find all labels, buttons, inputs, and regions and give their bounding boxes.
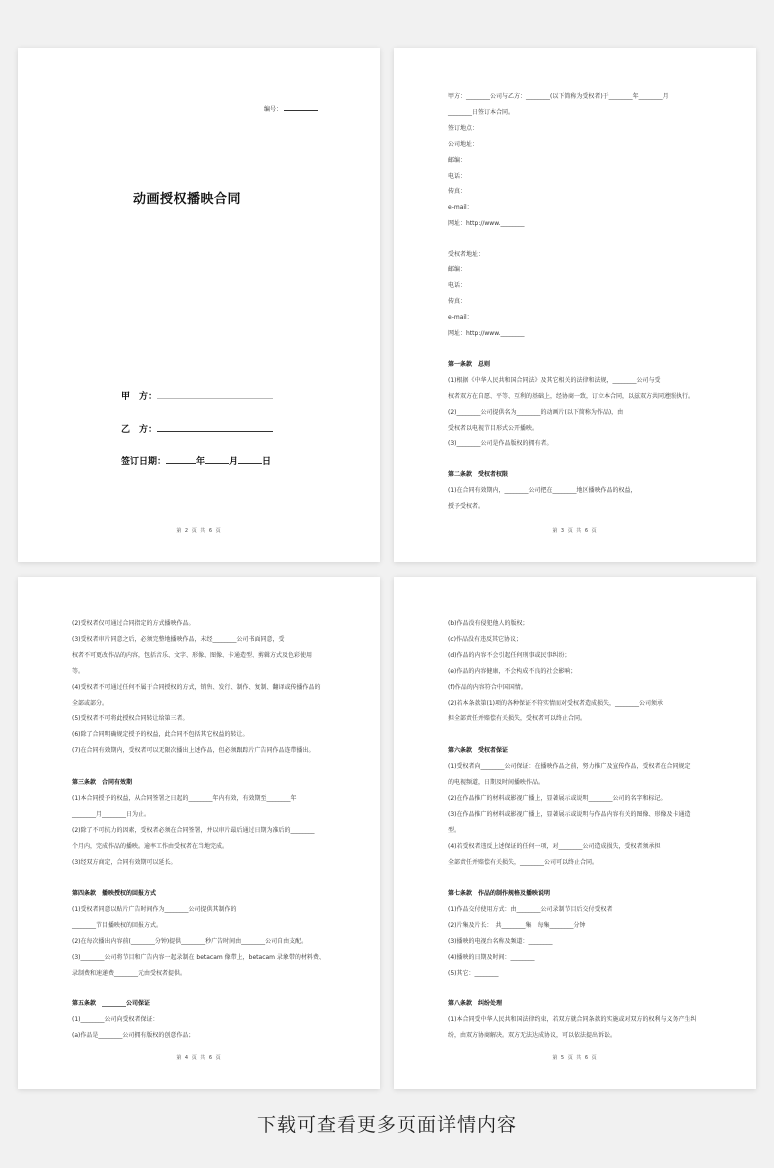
text-line: (3)播映的电视台名称及频道：________ [448,938,553,945]
party-b-blank [157,421,273,432]
party-b-label: 乙 方： [121,425,158,435]
text-line: (2)若本条款第(1)项的各种保证不符实情而对受权者造成损失，________公司须承 [448,700,663,707]
text-line: 录制费和速递费________元由受权者提供。 [72,970,187,977]
text-line: (5)其它：________ [448,970,499,977]
page-footer: 第 2 页 共 6 页 [176,528,222,534]
text-line: (d)作品的内容不会引起任何刑事或民事纠纷； [448,652,571,659]
text-line: 权者双方在自愿、平等、互利的基础上，经协商一致，订立本合同，以兹双方共同遵照执行。 [448,393,695,400]
text-line: 签订地点： [448,125,479,132]
text-line: 传真： [448,298,467,305]
section-heading: 第四条款 播映授权的回报方式 [72,890,157,897]
text-line: (3)________公司将节目和广告内容一起录制在 betacam 像带上，betacam 录象带的材料费、 [72,954,325,961]
text-line: 电话： [448,282,467,289]
text-line: (4)播映的日期及时间：________ [448,954,535,961]
text-line: 网址：http://www.________ [448,330,525,337]
day-blank [238,454,262,464]
page-2-cover [18,48,380,562]
sign-date-field [121,454,271,467]
page-footer: 第 5 页 共 6 页 [552,1055,598,1061]
text-line: e-mail： [448,314,473,321]
text-line: ________日签订本合同。 [448,109,515,116]
page-4 [18,577,380,1089]
text-line: 全部或部分。 [72,700,109,707]
text-line: (1)本合同受中华人民共和国法律约束，若双方就合同条款的实施或对双方的权利与义务产生纠 [448,1016,697,1023]
section-heading: 第七条款 作品的制作规格及播映说明 [448,890,551,897]
text-line: 个月内，完成作品的播映。逾率工作由受权者在当地完成。 [72,843,229,850]
text-line: 电话： [448,173,467,180]
text-line: (4)受权者不可通过任何不属于合同授权的方式，销售、发行、制作、复制、翻译或传播作品的 [72,684,321,691]
text-line: ________节目播映权的回报方式。 [72,922,163,929]
party-a-field [121,388,273,402]
section-heading: 第一条款 总则 [448,361,491,368]
text-line: 纷，由双方协商解决。双方无法达成协议，可以依法提出诉讼。 [448,1032,617,1039]
contract-title: 动画授权播映合同 [133,192,242,207]
text-line: (1)本合同授予的权益，从合同签署之日起的________年内有效，有效期至________年 [72,795,297,802]
text-line: 网址：http://www.________ [448,220,525,227]
text-line: 担全部责任并赔偿有关损失，受权者可以终止合同。 [448,715,587,722]
text-line: (c)作品没有违反其它协议； [448,636,522,643]
text-line: e-mail： [448,204,473,211]
section-heading: 第八条款 纠纷处理 [448,1000,503,1007]
text-line: (b)作品没有侵犯他人的版权； [448,620,529,627]
text-line: (1)作品交付使用方式：由________公司录制节目后交付受权者 [448,906,613,913]
year-blank [166,454,196,464]
text-line: (2)在每次播出内容前(________分钟)提供________秒广告时间由________公司自由支配。 [72,938,308,945]
text-line: (2)受权者仅可通过合同指定的方式播映作品。 [72,620,195,627]
text-line: (7)在合同有效期内，受权者可以无限次播出上述作品，但必须跟踪片广告同作品连带播出。 [72,747,315,754]
text-line: (3)经双方商定，合同有效期可以延长。 [72,859,177,866]
text-line: (2)除了不可抗力的因素，受权者必须在合同签署，并以审片最后通过日期为准后的________ [72,827,315,834]
section-heading: 第二条款 受权者权限 [448,471,509,478]
text-line: (1)在合同有效期内，________公司把在________地区播映作品的权益， [448,487,637,494]
text-line: (2)片集及片长： 共________集 每集________分钟 [448,922,586,929]
text-line: (a)作品是________公司拥有版权的创意作品； [72,1032,195,1039]
text-line: 邮编： [448,157,467,164]
text-line: (3)受权者审片同意之后，必须完整地播映作品，未经________公司书面同意，受 [72,636,285,643]
text-line: 的电视频道，日期及时间播映作品。 [448,779,545,786]
download-caption: 下载可查看更多页面详情内容 [256,1114,517,1136]
section-heading: 第六条款 受权者保证 [448,747,509,754]
contract-number-label: 编号： [264,106,283,113]
section-heading: 第五条款 ________公司保证 [72,1000,151,1007]
text-line: (1)受权者同意以贴片广告时间作为________公司提供其制作的 [72,906,237,913]
text-line: 型。 [448,827,461,834]
party-a-label: 甲 方： [121,392,158,402]
text-line: (2)________公司提供名为________的动画片(以下简称为作品)，由 [448,409,624,416]
party-a-blank [157,388,273,399]
text-line: 授予受权者。 [448,503,485,510]
page-footer: 第 3 页 共 6 页 [552,528,598,534]
text-line: (2)在作品推广的材料或影视广播上，显著展示或说明________公司的名字和标记。 [448,795,667,802]
text-line: (3)在作品推广的材料或影视广播上，显著展示或说明与作品内容有关的图像、形像及卡通造 [448,811,691,818]
text-line: (1)受权者向________公司保证：在播映作品之前，努力推广及宣传作品，受权者在合同规定 [448,763,691,770]
page-3 [394,48,756,562]
page-footer: 第 4 页 共 6 页 [176,1055,222,1061]
sign-date-label: 签订日期： [121,457,167,467]
section-heading: 第三条款 合同有效期 [72,779,133,786]
text-line: 公司地址： [448,141,479,148]
text-line: (f)作品的内容符合中国国情。 [448,684,527,691]
text-line: (1)根据《中华人民共和国合同法》及其它相关的法律和法规，________公司与受 [448,377,661,384]
text-line: 等。 [72,668,85,675]
day-label: 日 [262,457,272,467]
text-line: (4)若受权者违反上述保证的任何一项，对________公司造成损失，受权者须承担 [448,843,661,850]
month-blank [205,454,229,464]
text-line: (e)作品的内容健康，不会构成不良的社会影响； [448,668,577,675]
month-label: 月 [229,457,239,467]
text-line: (1)________公司向受权者保证： [72,1016,159,1023]
text-line: 传真： [448,188,467,195]
text-line: (5)受权者不可将此授权合同转让给第三者。 [72,715,189,722]
text-line: 甲方：________公司与乙方：________(以下简称为受权者)于________年________月 [448,93,669,100]
text-line: 权者不可更改作品的内容，包括音乐、文字、形像、图像、卡通造型、剪辑方式及色彩使用 [72,652,313,659]
party-b-field [121,421,273,435]
text-line: 受权者地址： [448,251,485,258]
text-line: 邮编： [448,266,467,273]
contract-number-blank [284,104,318,111]
text-line: (6)除了合同明确规定授予的权益，此合同不包括其它权益的转让。 [72,731,249,738]
year-label: 年 [196,457,206,467]
text-line: (3)________公司是作品版权的拥有者。 [448,440,553,447]
page-5 [394,577,756,1089]
contract-number [264,104,318,113]
text-line: ________月________日为止。 [72,811,151,818]
text-line: 全部责任并赔偿有关损失，________公司可以终止合同。 [448,859,599,866]
text-line: 受权者以电视节目形式公开播映。 [448,425,539,432]
